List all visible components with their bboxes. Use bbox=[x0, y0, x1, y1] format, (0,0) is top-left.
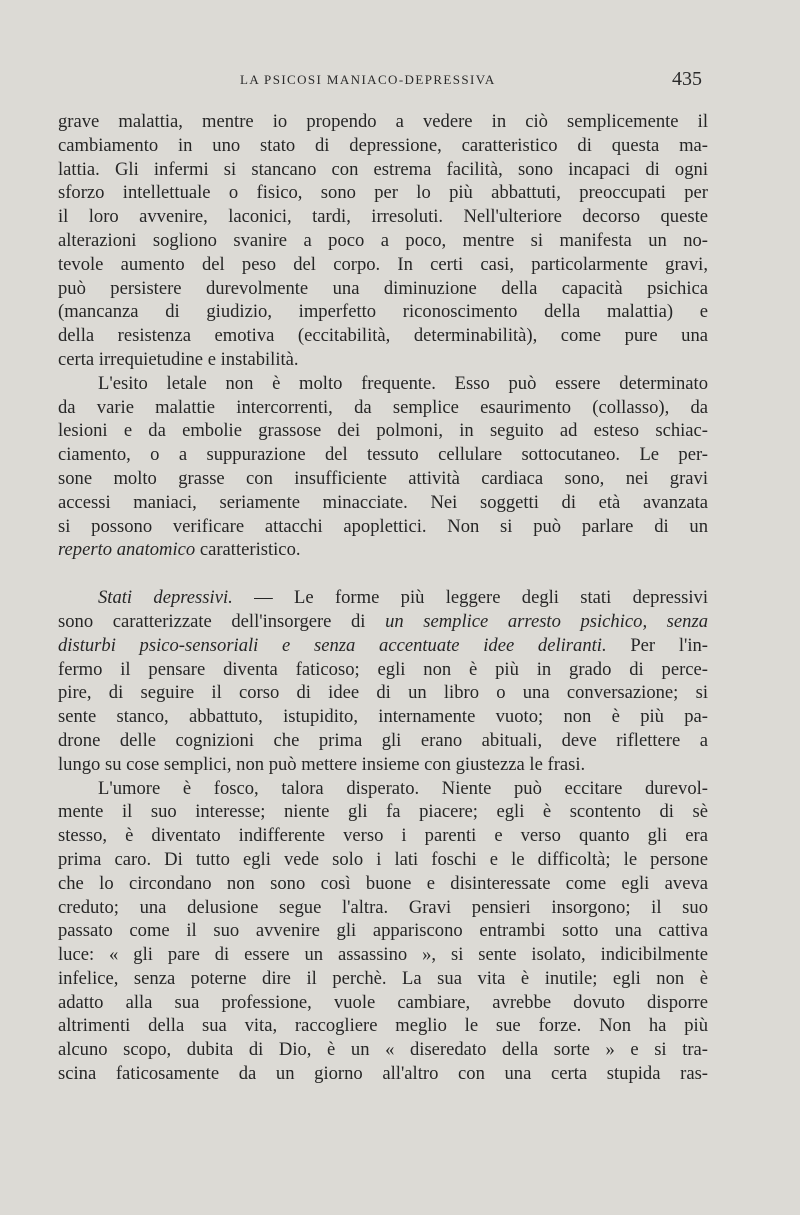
paragraph bbox=[58, 110, 708, 372]
text-line: si possono verificare attacchi apoplettici. Non si può parlare di un bbox=[58, 515, 708, 537]
text-line: scina faticosamente da un giorno all'altro con una certa stupida ras- bbox=[58, 1063, 708, 1085]
text-line: pire, di seguire il corso di idee di un libro o una conversazione; si bbox=[58, 682, 708, 704]
text-line: lattia. Gli infermi si stancano con estrema facilità, sono incapaci di ogni bbox=[58, 158, 708, 180]
text-line: mente il suo interesse; niente gli fa piacere; egli è scontento di sè bbox=[58, 801, 708, 823]
text-line: sone molto grasse con insufficiente attività cardiaca sono, nei gravi bbox=[58, 467, 708, 489]
text-line: cambiamento in uno stato di depressione, caratteristico di questa ma- bbox=[58, 134, 708, 156]
page-header bbox=[0, 68, 800, 96]
text-line: della resistenza emotiva (eccitabilità, determinabilità), come pure una bbox=[58, 325, 708, 347]
text-line: L'esito letale non è molto frequente. Esso può essere determinato bbox=[98, 372, 708, 394]
text-line: lesioni e da embolie grassose dei polmoni, in seguito ad esteso schiac- bbox=[58, 420, 708, 442]
text-run: sono caratterizzate dell'insorgere di bbox=[58, 610, 386, 632]
section-gap bbox=[58, 562, 708, 586]
text-line: può persistere durevolmente una diminuzione della capacità psichica bbox=[58, 277, 708, 299]
text-line: (mancanza di giudizio, imperfetto riconoscimento della malattia) e bbox=[58, 301, 708, 323]
text-line: prima caro. Di tutto egli vede solo i lati foschi e le difficoltà; le persone bbox=[58, 848, 708, 870]
text-line: accessi maniaci, seriamente minacciate. Nei soggetti di età avanzata bbox=[58, 491, 708, 513]
text-line: che lo circondano non sono così buone e disinteressate come egli aveva bbox=[58, 872, 708, 894]
italic-phrase: reperto anatomico bbox=[58, 539, 196, 561]
italic-phrase: un semplice arresto psichico, senza bbox=[385, 610, 708, 632]
text-line: certa irrequietudine e instabilità. bbox=[58, 348, 299, 370]
text-line: adatto alla sua professione, vuole cambiare, avrebbe dovuto disporre bbox=[58, 991, 708, 1013]
italic-phrase: disturbi psico-sensoriali e senza accentuate idee deliranti. bbox=[58, 634, 607, 656]
text-line: stesso, è diventato indifferente verso i parenti e verso quanto gli era bbox=[58, 825, 708, 847]
text-line bbox=[58, 634, 708, 658]
text-line: alcuno scopo, dubita di Dio, è un « diseredato della sorte » e si tra- bbox=[58, 1039, 708, 1061]
paragraph bbox=[58, 777, 708, 1086]
text-line: altrimenti della sua vita, raccogliere meglio le sue forze. Non ha più bbox=[58, 1015, 708, 1037]
page-number: 435 bbox=[672, 68, 702, 90]
text-line: sforzo intellettuale o fisico, sono per lo più abbattuti, preoccupati per bbox=[58, 182, 708, 204]
text-line: passato come il suo avvenire gli appariscono entrambi sotto una cattiva bbox=[58, 920, 708, 942]
text-line: sente stanco, abbattuto, istupidito, internamente vuoto; non è più pa- bbox=[58, 706, 708, 728]
running-title: LA PSICOSI MANIACO-DEPRESSIVA bbox=[240, 72, 496, 87]
section-heading: Stati depressivi. bbox=[98, 587, 233, 609]
text-line: il loro avvenire, laconici, tardi, irresoluti. Nell'ulteriore decorso queste bbox=[58, 206, 708, 228]
text-line: da varie malattie intercorrenti, da semplice esaurimento (collasso), da bbox=[58, 396, 708, 418]
text-line: fermo il pensare diventa faticoso; egli non è più in grado di perce- bbox=[58, 658, 708, 680]
text-line: ciamento, o a suppurazione del tessuto cellulare sottocutaneo. Le per- bbox=[58, 444, 708, 466]
text-line bbox=[58, 538, 708, 562]
text-run: — Le forme più leggere degli stati depressivi bbox=[232, 587, 708, 609]
text-line: luce: « gli pare di essere un assassino », si sente isolato, indicibilmente bbox=[58, 944, 708, 966]
text-line: lungo su cose semplici, non può mettere insieme con giustezza le frasi. bbox=[58, 753, 586, 775]
text-line: grave malattia, mentre io propendo a vedere in ciò semplicemente il bbox=[58, 111, 708, 132]
text-line: creduto; una delusione segue l'altra. Gravi pensieri insorgono; il suo bbox=[58, 896, 708, 918]
body-text bbox=[58, 110, 708, 1086]
text-line: drone delle cognizioni che prima gli erano abituali, deve riflettere a bbox=[58, 729, 708, 751]
paragraph bbox=[58, 586, 708, 776]
text-run: caratteristico. bbox=[195, 539, 301, 561]
text-run: Per l'in- bbox=[606, 634, 708, 656]
paragraph bbox=[58, 372, 708, 562]
text-line: L'umore è fosco, talora disperato. Niente può eccitare durevol- bbox=[98, 777, 708, 799]
text-line bbox=[58, 610, 708, 634]
text-line: infelice, senza poterne dire il perchè. La sua vita è inutile; egli non è bbox=[58, 967, 708, 989]
text-line: tevole aumento del peso del corpo. In certi casi, particolarmente gravi, bbox=[58, 253, 708, 275]
text-line bbox=[58, 586, 708, 610]
text-line: alterazioni sogliono svanire a poco a poco, mentre si manifesta un no- bbox=[58, 229, 708, 251]
